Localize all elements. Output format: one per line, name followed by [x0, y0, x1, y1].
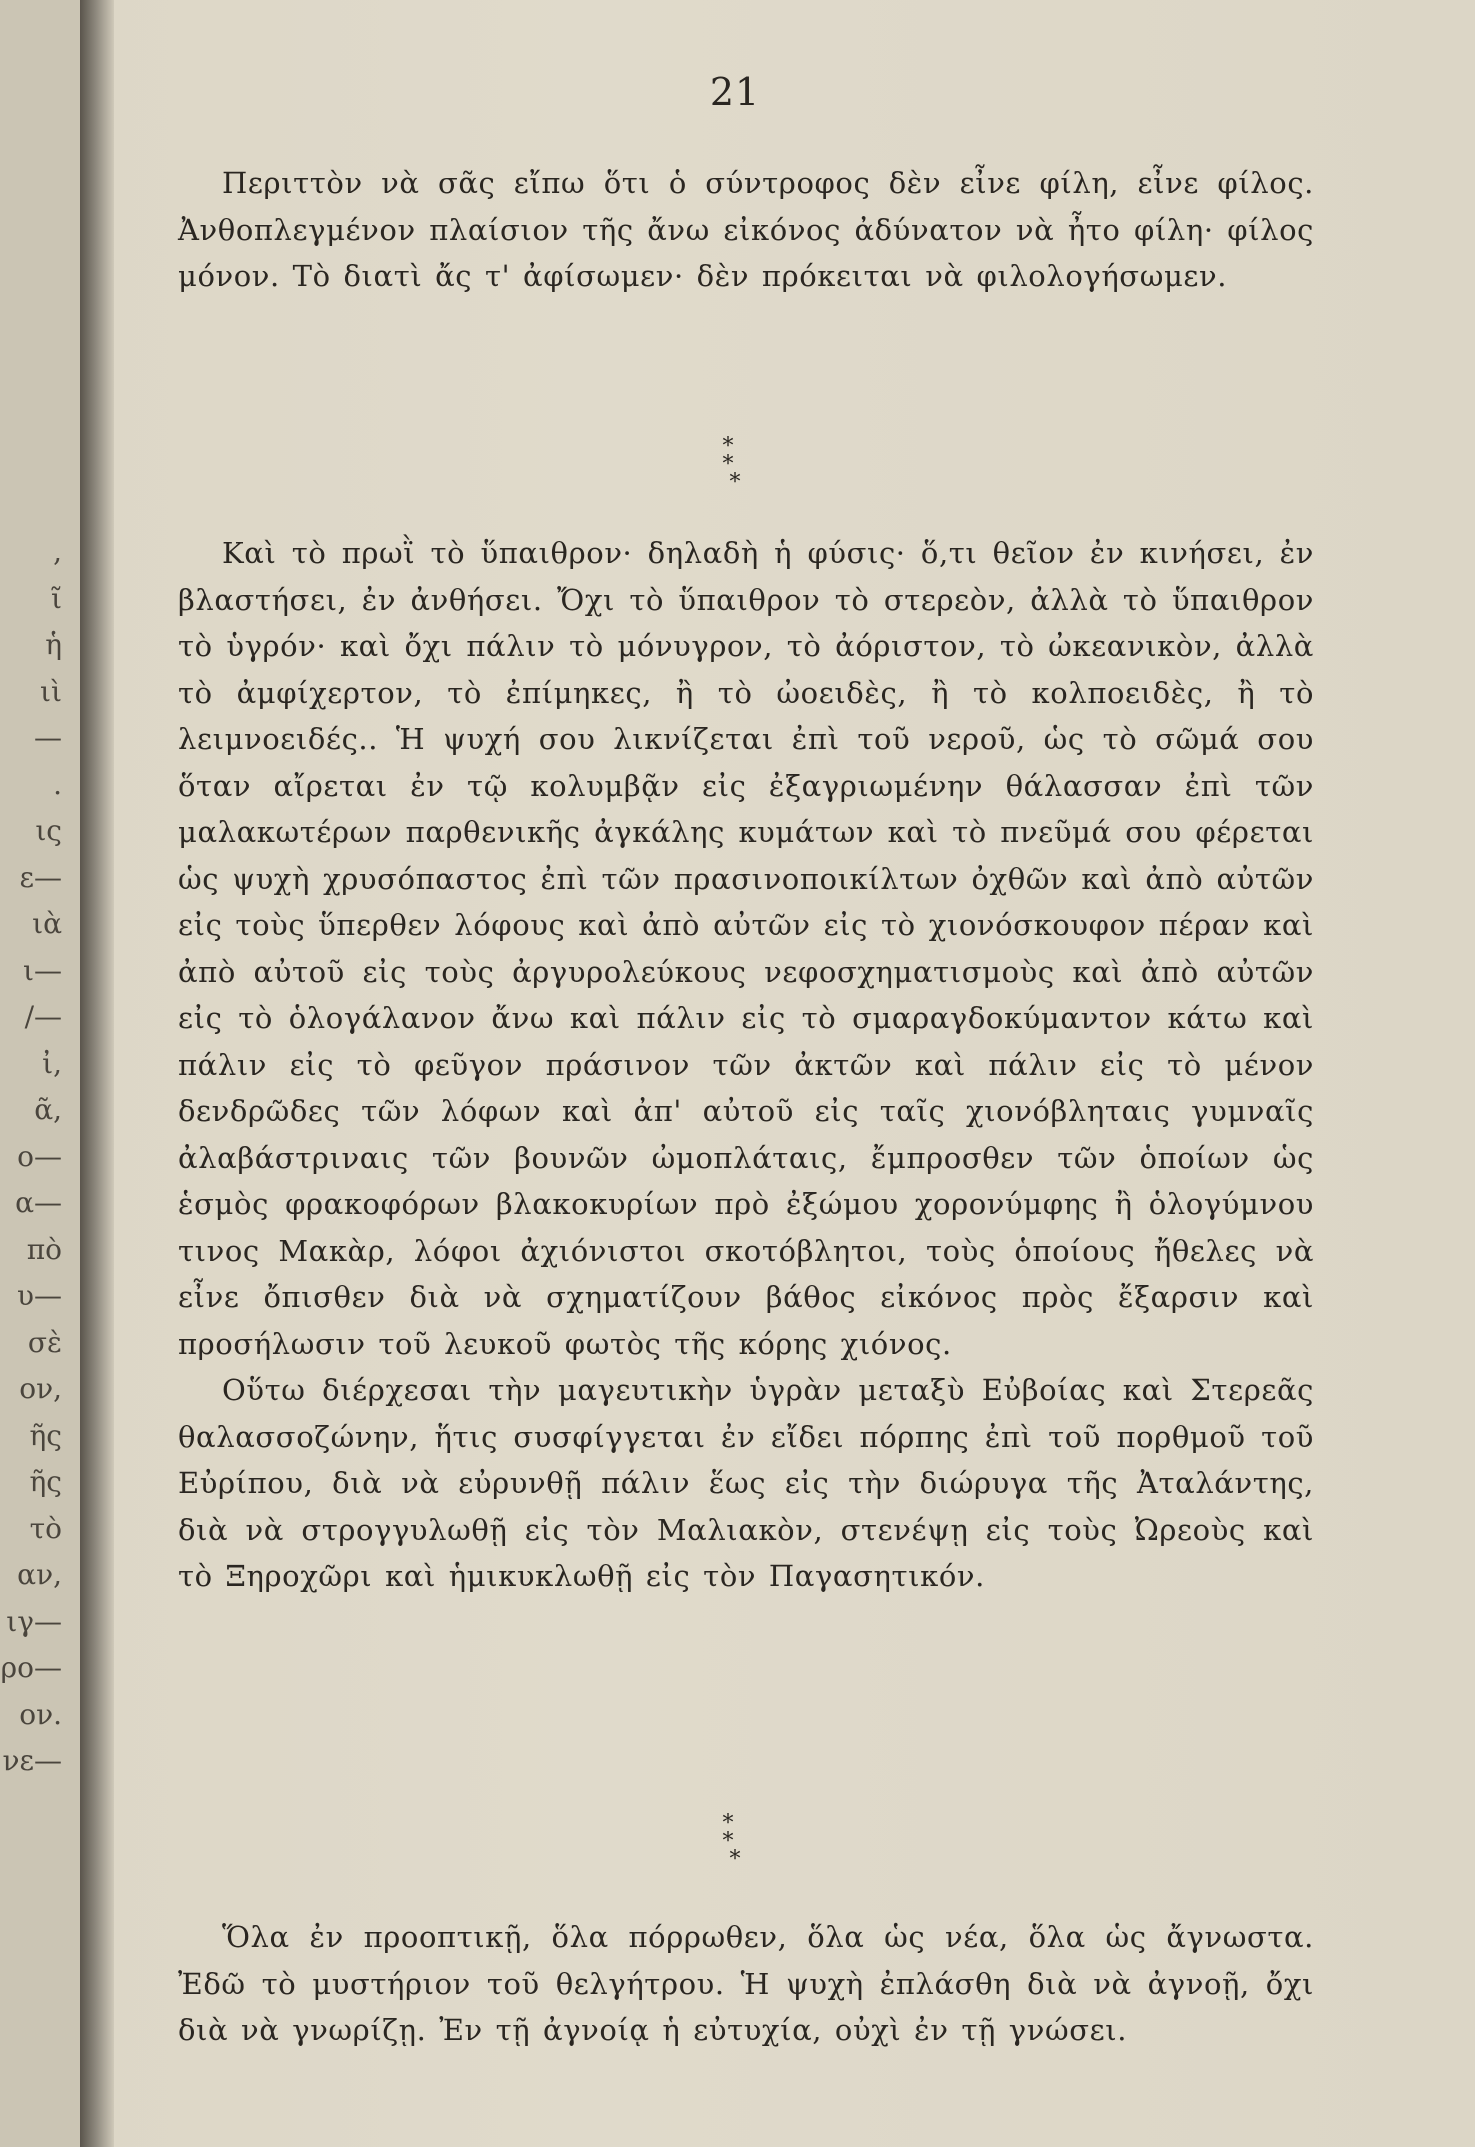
paragraph-2: Καὶ τὸ πρωῒ τὸ ὕπαιθρον· δηλαδὴ ἡ φύσις· ὅ,τι θεῖον ἐν κινήσει, ἐν βλαστήσει, ἐν ἀνθήσει. Ὄχι τὸ ὕπαιθρον τὸ στερεὸν, ἀλλὰ τὸ ὕπαιθρον τὸ ὑγρόν· καὶ ὄχι πάλιν τὸ μόνυγρον, τὸ ἀόριστον, τὸ ὠκεανικὸν, ἀλλὰ τὸ ἀμφίχερτον, τὸ ἐπίμηκες, ἢ τὸ ὠοειδὲς, ἢ τὸ κολποειδὲς, ἢ τὸ λειμνοειδές.. Ἡ ψυχή σου λικνίζεται ἐπὶ τοῦ νεροῦ, ὡς τὸ σῶμά σου ὅταν αἴρεται ἐν τῷ κολυμβᾷν εἰς ἐξαγριωμένην θάλασσαν ἐπὶ τῶν μαλακωτέρων παρθενικῆς ἀγκάλης κυμάτων καὶ τὸ πνεῦμά σου φέρεται ὡς ψυχὴ χρυσόπαστος ἐπὶ τῶν πρασινοποικίλτων ὀχθῶν καὶ ἀπὸ αὐτῶν εἰς τοὺς ὕπερθεν λόφους καὶ ἀπὸ αὐτῶν εἰς τὸ χιονόσκουφον πέραν καὶ ἀπὸ αὐτοῦ εἰς τοὺς ἀργυρολεύκους νεφοσχηματισμοὺς καὶ ἀπὸ αὐτῶν εἰς τὸ ὁλογάλανον ἄνω καὶ πάλιν εἰς τὸ σμαραγδοκύμαντον κάτω καὶ πάλιν εἰς τὸ φεῦγον πράσινον τῶν ἀκτῶν καὶ πάλιν εἰς τὸ μένον δενδρῶδες τῶν λόφων καὶ ἀπ' αὐτοῦ εἰς ταῖς χιονόβληταις γυμναῖς ἀλαβάστριναις τῶν βουνῶν ὠμοπλάταις, ἔμπροσθεν τῶν ὁποίων ὡς ἑσμὸς φρακοφόρων βλακοκυρίων πρὸ ἐξώμου χορονύμφης ἢ ὁλογύμνου τινος Μακὰρ, λόφοι ἀχιόνιστοι σκοτόβλητοι, τοὺς ὁποίους ἤθελες νὰ εἶνε ὄπισθεν διὰ νὰ σχηματίζουν βάθος εἰκόνος πρὸς ἔξαρσιν καὶ προσήλωσιν τοῦ λευκοῦ φωτὸς τῆς κόρης χιόνος.	[178, 536, 1314, 1361]
paragraph-block-2	[178, 530, 1314, 1600]
previous-page-text-fragment: ἰ,	[42, 1046, 62, 1080]
previous-page-text-fragment: ῆς	[29, 1418, 62, 1452]
previous-page-text-fragment: ρο—	[0, 1651, 62, 1684]
book-binding-shadow	[80, 0, 114, 2147]
previous-page-text-fragment: ῆς	[29, 1465, 62, 1498]
paragraph-block-1	[178, 160, 1314, 300]
previous-page-edge	[0, 0, 80, 2147]
previous-page-text-fragment: πὸ	[26, 1232, 62, 1266]
previous-page-text-fragment: ῖ	[51, 581, 62, 615]
previous-page-text-fragment: .	[53, 767, 62, 801]
paragraph-block-4	[178, 1914, 1314, 2054]
paragraph-4: Ὅλα ἐν προοπτικῇ, ὅλα πόρρωθεν, ὅλα ὡς νέα, ὅλα ὡς ἄγνωστα. Ἐδῶ τὸ μυστήριον τοῦ θελγήτρου. Ἡ ψυχὴ ἐπλάσθη διὰ νὰ ἀγνοῇ, ὄχι διὰ νὰ γνωρίζῃ. Ἐν τῇ ἀγνοίᾳ ἡ εὐτυχία, οὐχὶ ἐν τῇ γνώσει.	[178, 1920, 1314, 2047]
previous-page-text-fragment: ιγ—	[6, 1604, 62, 1638]
paragraph-3: Οὕτω διέρχεσαι τὴν μαγευτικὴν ὑγρὰν μεταξὺ Εὐβοίας καὶ Στερεᾶς θαλασσοζώνην, ἥτις συσφίγγεται ἐν εἴδει πόρπης ἐπὶ τοῦ πορθμοῦ τοῦ Εὐρίπου, διὰ νὰ εὐρυνθῇ πάλιν ἕως εἰς τὴν διώρυγα τῆς Ἀταλάντης, διὰ νὰ στρογγυλωθῇ εἰς τὸν Μαλιακὸν, στενέψῃ εἰς τοὺς Ὠρεοὺς καὶ τὸ Ξηροχῶρι καὶ ἡμικυκλωθῇ εἰς τὸν Παγασητικόν.	[178, 1373, 1314, 1593]
ornament-star-bottom: *	[729, 470, 741, 495]
ornament-stars-top: * *	[722, 434, 748, 477]
previous-page-text-fragment: /—	[24, 1000, 62, 1033]
previous-page-text-fragment: α—	[15, 1186, 62, 1219]
previous-page-text-fragment: ε—	[19, 860, 62, 894]
previous-page-text-fragment: ιὶ	[40, 674, 62, 708]
page-number: 21	[709, 70, 761, 114]
paragraph-1: Περιττὸν νὰ σᾶς εἴπω ὅτι ὁ σύντροφος δὲν εἶνε φίλη, εἶνε φίλος. Ἀνθοπλεγμένον πλαίσιον τῆς ἄνω εἰκόνος ἀδύνατον νὰ ἦτο φίλη· φίλος μόνον. Τὸ διατὶ ἄς τ' ἀφίσωμεν· δὲν πρόκειται νὰ φιλολογήσωμεν.	[178, 166, 1314, 293]
section-break-ornament-2	[705, 1811, 765, 1872]
previous-page-text-fragment: ,	[53, 535, 62, 568]
previous-page-text-fragment: σὲ	[27, 1325, 62, 1359]
previous-page-text-fragment: ον.	[19, 1697, 62, 1731]
section-break-ornament-1	[705, 434, 765, 495]
ornament-stars-top: * *	[722, 1811, 748, 1854]
previous-page-text-fragment: ις	[35, 814, 62, 847]
previous-page-text-fragment: υ—	[16, 1279, 62, 1312]
previous-page-text-fragment: τὸ	[29, 1511, 62, 1545]
previous-page-text-fragment: αν,	[17, 1558, 62, 1591]
previous-page-text-fragment: ἡ	[45, 628, 62, 661]
previous-page-text-fragment: ον,	[19, 1372, 62, 1405]
ornament-star-bottom: *	[729, 1847, 741, 1872]
previous-page-text-fragment: ι—	[23, 953, 62, 987]
previous-page-text-fragment: ᾶ,	[34, 1093, 62, 1126]
previous-page-text-fragment: νε—	[2, 1744, 62, 1777]
previous-page-text-fragment: ο—	[17, 1139, 62, 1173]
previous-page-text-fragment: —	[34, 721, 62, 754]
previous-page-text-fragment: ιὰ	[32, 907, 62, 940]
